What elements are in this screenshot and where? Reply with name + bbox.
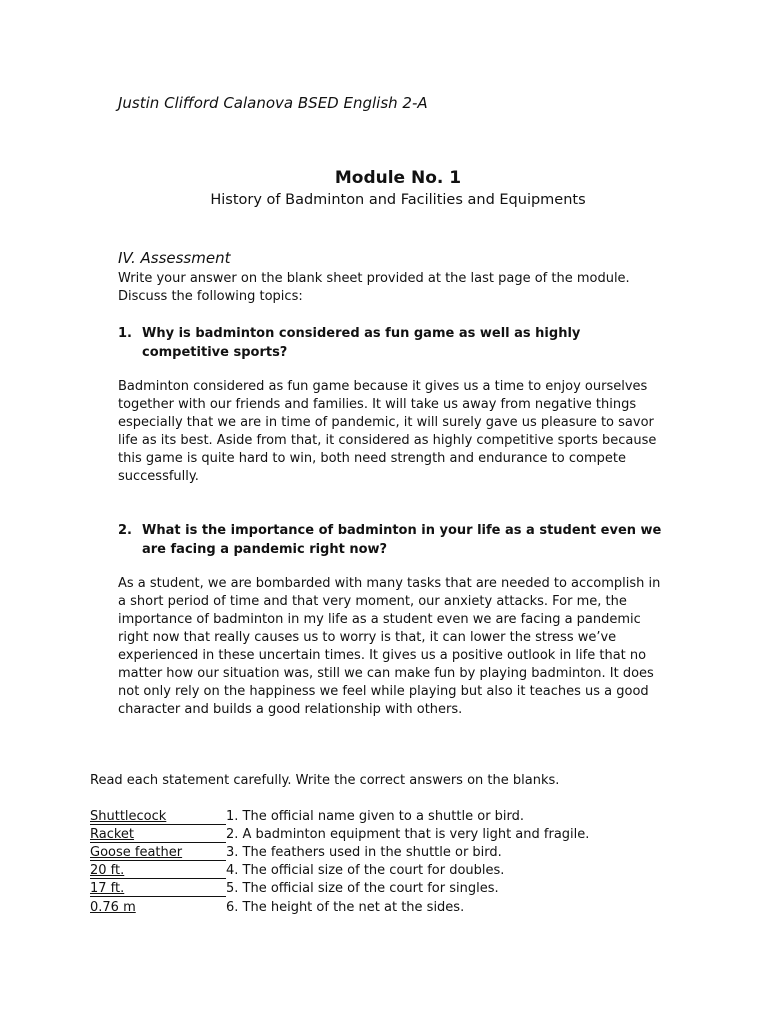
- blank-line: [90, 809, 226, 825]
- fill-blank-item: [90, 880, 499, 898]
- question-1: [118, 324, 664, 362]
- blank-answer: 0.76 m: [90, 900, 136, 915]
- blank-line: [90, 900, 226, 915]
- fill-blanks-instruction: Read each statement carefully. Write the correct answers on the blanks.: [90, 773, 560, 788]
- answer-2: As a student, we are bombarded with many tasks that are needed to accomplish in a short period of time and that very moment, our anxiety attacks. For me, the importance of badminton in my life as a student even we are facing a pandemic right now that really causes us to worry is that, it can lower the stress we’ve experienced in these uncertain times. It gives us a positive outlook in life that no matter how our situation was, still we can make fun by playing badminton. It does not only rely on the happiness we feel while playing but also it teaches us a good character and builds a good relationship with others.: [118, 576, 661, 717]
- blank-statement: 2. A badminton equipment that is very light and fragile.: [226, 827, 590, 842]
- module-subtitle: History of Badminton and Facilities and Equipments: [210, 192, 586, 208]
- blank-line: [90, 845, 226, 861]
- fill-blank-item: [90, 899, 464, 917]
- fill-blank-item: [90, 844, 502, 862]
- question-text: What is the importance of badminton in your life as a student even we are facing a pandemic right now?: [142, 523, 662, 557]
- blank-line: [90, 863, 226, 879]
- blank-line: [90, 827, 226, 843]
- module-title: Module No. 1: [334, 168, 462, 188]
- fill-blank-item: [90, 826, 589, 844]
- blank-answer: Shuttlecock: [90, 809, 167, 824]
- blank-statement: 1. The official name given to a shuttle or bird.: [226, 809, 525, 824]
- blank-statement: 4. The official size of the court for doubles.: [226, 863, 505, 878]
- blank-answer: Racket: [90, 827, 135, 842]
- blank-statement: 5. The official size of the court for singles.: [226, 881, 499, 896]
- blank-statement: 6. The height of the net at the sides.: [226, 900, 465, 915]
- author-line: Justin Clifford Calanova BSED English 2-A: [118, 94, 428, 112]
- question-text: Why is badminton considered as fun game as well as highly competitive sports?: [142, 326, 581, 360]
- answer-1: Badminton considered as fun game because it gives us a time to enjoy ourselves together with our friends and families. It will take us away from negative things especially that we are in time of pandemic, it will surely gave us pleasure to savor life as its best. Aside from that, it considered as highly competitive sports because this game is quite hard to win, both need strength and endurance to compete successfully.: [118, 379, 657, 484]
- instruction-line-1: Write your answer on the blank sheet provided at the last page of the module.: [118, 271, 630, 286]
- blank-line: [90, 881, 226, 897]
- blank-answer: 17 ft.: [90, 881, 125, 896]
- fill-blank-item: [90, 808, 524, 826]
- fill-blank-item: [90, 862, 504, 880]
- question-2: [118, 521, 664, 559]
- blank-statement: 3. The feathers used in the shuttle or bird.: [226, 845, 502, 860]
- question-number: 1.: [118, 326, 132, 341]
- question-number: 2.: [118, 523, 132, 538]
- blank-answer: Goose feather: [90, 845, 183, 860]
- assessment-heading: IV. Assessment: [118, 249, 231, 267]
- blank-answer: 20 ft.: [90, 863, 125, 878]
- instruction-line-2: Discuss the following topics:: [118, 289, 303, 304]
